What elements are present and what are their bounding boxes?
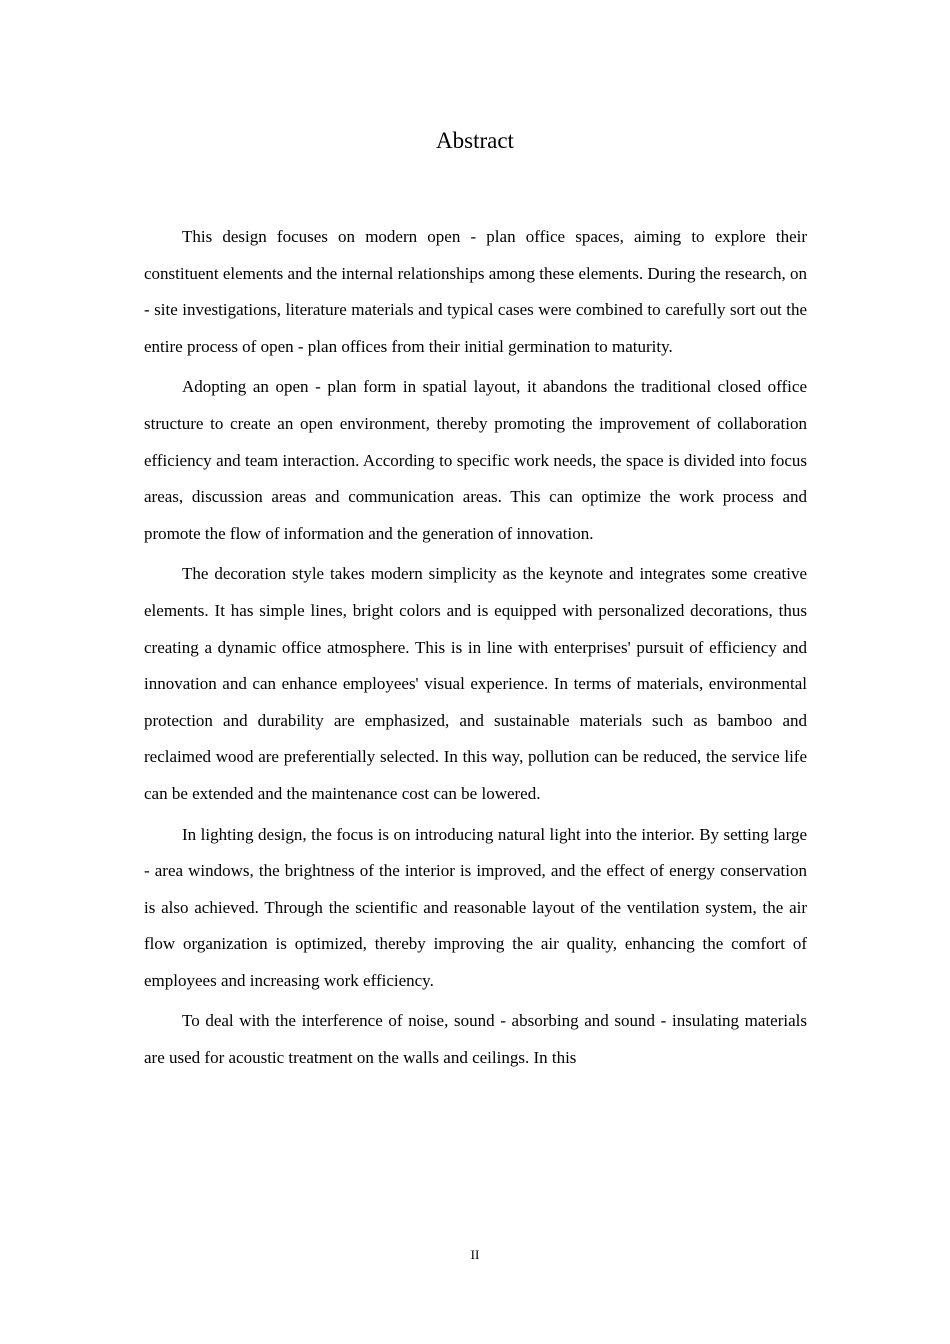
paragraph-4: In lighting design, the focus is on introducing natural light into the interior. By setting large - area windows, the brightness of the interior is improved, and the effect of energy conservation is also achieved. Through the scientific and reasonable layout of the ventilation system, the air flow organization is optimized, thereby improving the air quality, enhancing the comfort of employees and increasing work efficiency.	[144, 824, 807, 990]
page-number: II	[470, 1247, 480, 1262]
paragraph-2: Adopting an open - plan form in spatial layout, it abandons the traditional closed office structure to create an open environment, thereby promoting the improvement of collaboration efficiency and team interaction. According to specific work needs, the space is divided into focus areas, discussion areas and communication areas. This can optimize the work process and promote the flow of information and the generation of innovation.	[144, 377, 807, 543]
abstract-body	[144, 219, 807, 1077]
page-title: Abstract	[436, 128, 514, 153]
paragraph-5: To deal with the interference of noise, sound - absorbing and sound - insulating materials are used for acoustic treatment on the walls and ceilings. In this	[144, 1011, 807, 1068]
paragraph-1: This design focuses on modern open - plan office spaces, aiming to explore their constituent elements and the internal relationships among these elements. During the research, on - site investigations, literature materials and typical cases were combined to carefully sort out the entire process of open - plan offices from their initial germination to maturity.	[144, 227, 807, 356]
paragraph-3: The decoration style takes modern simplicity as the keynote and integrates some creative elements. It has simple lines, bright colors and is equipped with personalized decorations, thus creating a dynamic office atmosphere. This is in line with enterprises' pursuit of efficiency and innovation and can enhance employees' visual experience. In terms of materials, environmental protection and durability are emphasized, and sustainable materials such as bamboo and reclaimed wood are preferentially selected. In this way, pollution can be reduced, the service life can be extended and the maintenance cost can be lowered.	[144, 564, 807, 803]
